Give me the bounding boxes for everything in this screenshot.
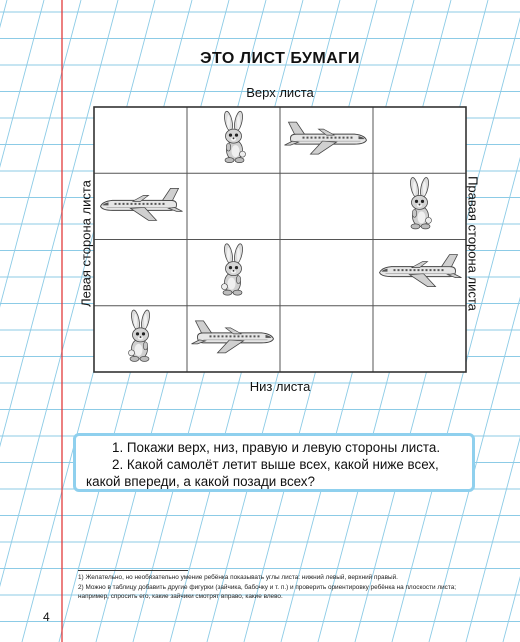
label-right: Правая сторона листа [465, 176, 481, 311]
page-number: 4 [43, 610, 50, 624]
label-left: Левая сторона листа [78, 180, 94, 307]
footnotes [78, 573, 488, 602]
footnote-1: 1) Желательно, но необязательно умение ребёнка показывать углы листа: нижний левый, верхний правый. [78, 574, 398, 581]
page-title: ЭТО ЛИСТ БУМАГИ [200, 50, 360, 67]
label-bottom: Низ листа [249, 379, 311, 394]
task-box [73, 433, 475, 492]
footnote-2: 2) Можно в таблицу добавить другие фигурки (зайчика, бабочку и т. п.) и проверить ориентировку ребёнка на плоскости листа; например, спросить его, какие зайчики смотрят вправо, какие влево. [78, 583, 457, 600]
task-line-2: 2. Какой самолёт летит выше всех, какой ниже всех, какой впереди, а какой позади всех? [86, 457, 439, 489]
task-line-1: 1. Покажи верх, низ, правую и левую стороны листа. [112, 440, 441, 455]
label-top: Верх листа [246, 85, 314, 100]
